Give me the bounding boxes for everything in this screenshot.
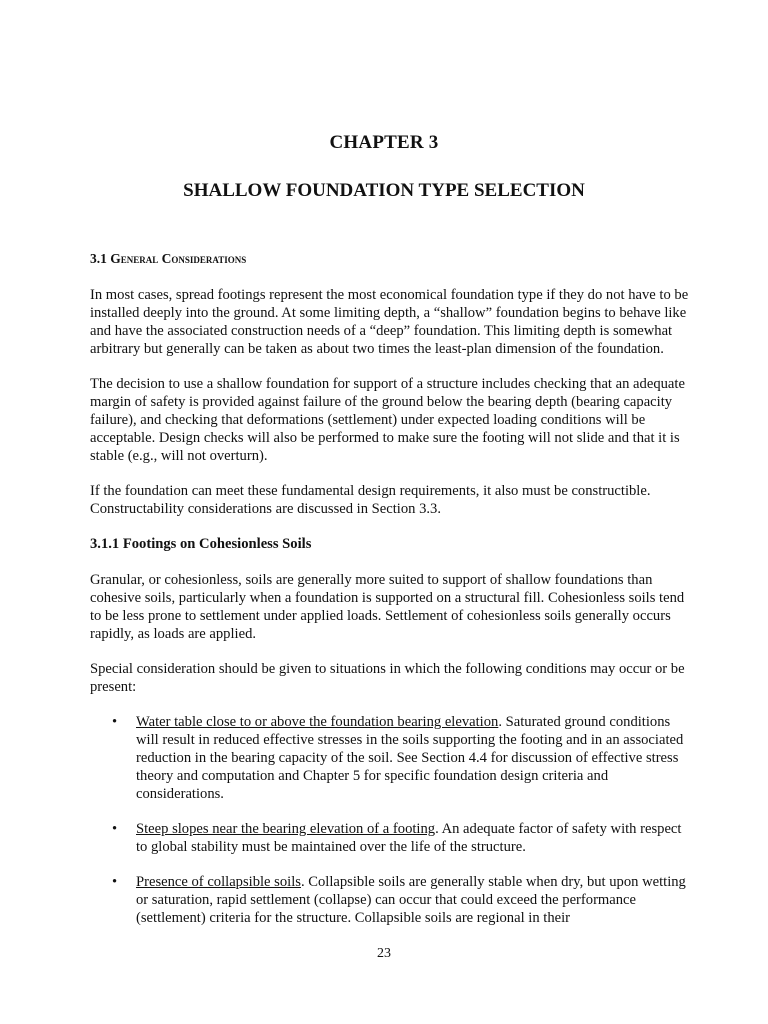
list-item-text: . An adequate factor of safety with respect to global stability must be maintained over the life of the structure. (136, 821, 682, 855)
list-item-lead: Water table close to or above the foundation bearing elevation (136, 714, 499, 730)
bullet-icon: • (112, 714, 118, 730)
conditions-list (90, 713, 690, 927)
subsection-paragraph-1: Granular, or cohesionless, soils are generally more suited to support of shallow foundations than cohesive soils, particularly when a foundation is supported on a structural fill. Cohesionless soils tend to be less prone to settlement under applied loads. Settlement of cohesionless soils generally occurs rapidly, as loads are applied. (90, 572, 685, 642)
bullet-icon: • (112, 874, 118, 890)
list-item-lead: Presence of collapsible soils (136, 874, 301, 890)
list-item-lead: Steep slopes near the bearing elevation of a footing (136, 821, 436, 837)
list-item (90, 713, 690, 803)
section-title: General Considerations (110, 251, 247, 266)
paragraph-3: If the foundation can meet these fundamental design requirements, it also must be constructible. Constructability considerations are discussed in Section 3.3. (90, 483, 651, 517)
section-heading (90, 250, 690, 268)
section-number: 3.1 (90, 251, 107, 266)
list-item (90, 873, 690, 927)
subsection-heading: 3.1.1 Footings on Cohesionless Soils (90, 536, 312, 552)
subsection-paragraph-2: Special consideration should be given to situations in which the following conditions may occur or be present: (90, 661, 685, 695)
chapter-label: CHAPTER 3 (329, 132, 439, 153)
list-item-text: . Saturated ground conditions will result in reduced effective stresses in the soils supporting the footing and in an associated reduction in the bearing capacity of the soil. See Section 4.4 for discussion of effective stress theory and computation and Chapter 5 for specific foundation design criteria and considerations. (136, 714, 684, 802)
bullet-icon: • (112, 821, 118, 837)
page-content (90, 250, 690, 944)
list-item (90, 820, 690, 856)
paragraph-1: In most cases, spread footings represent the most economical foundation type if they do not have to be installed deeply into the ground. At some limiting depth, a “shallow” foundation begins to behave like and have the associated construction needs of a “deep” foundation. This limiting depth is somewhat arbitrary but generally can be taken as about two times the least-plan dimension of the foundation. (90, 287, 689, 357)
page-number: 23 (377, 946, 391, 961)
list-item-text: . Collapsible soils are generally stable when dry, but upon wetting or saturation, rapid settlement (collapse) can occur that could exceed the performance (settlement) criteria for the structure. Collapsible soils are regional in their (136, 874, 686, 926)
paragraph-2: The decision to use a shallow foundation for support of a structure includes checking that an adequate margin of safety is provided against failure of the ground below the bearing depth (bearing capacity failure), and checking that deformations (settlement) under expected loading conditions will be acceptable. Design checks will also be performed to make sure the footing will not slide and that it is stable (e.g., will not overturn). (90, 376, 685, 464)
chapter-title: SHALLOW FOUNDATION TYPE SELECTION (183, 180, 585, 201)
